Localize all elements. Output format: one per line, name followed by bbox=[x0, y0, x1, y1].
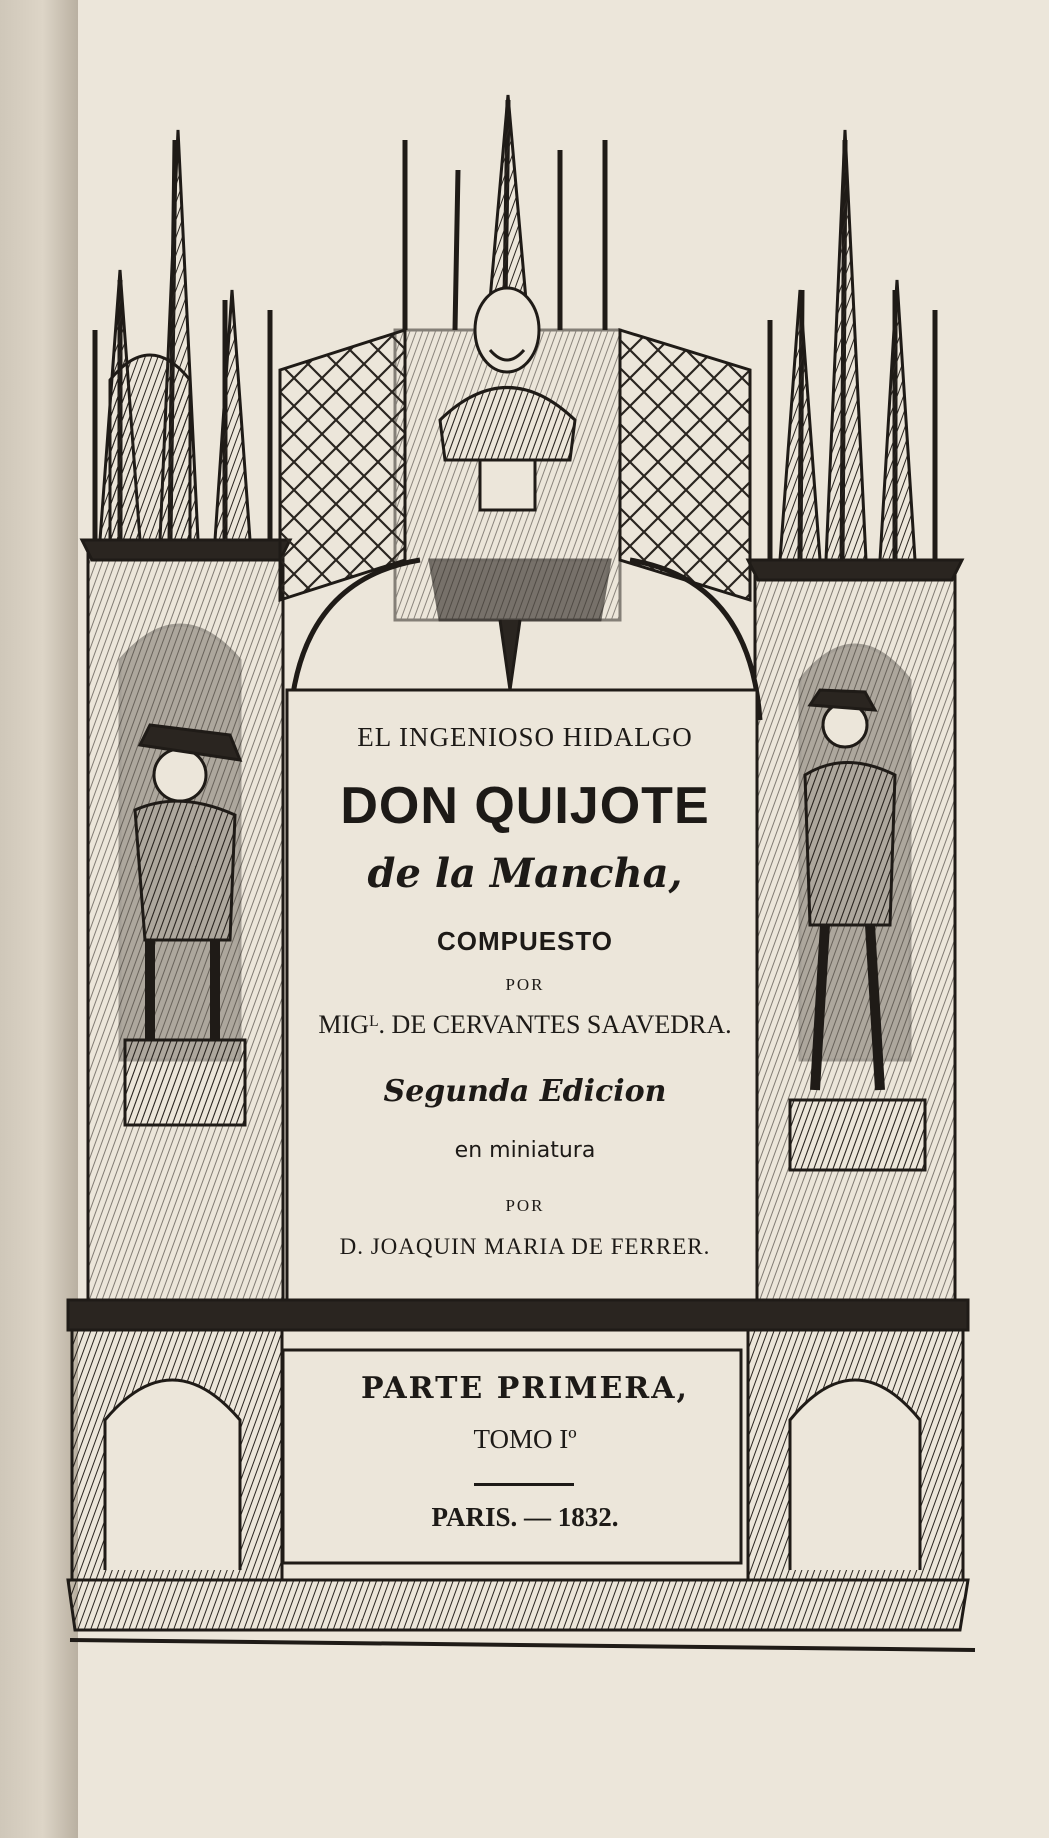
book-title: DON QUIJOTE bbox=[340, 777, 710, 835]
part-label: PARTE PRIMERA, bbox=[361, 1371, 689, 1406]
book-subtitle: de la Mancha, bbox=[367, 850, 683, 897]
volume-label: TOMO Iº bbox=[473, 1424, 577, 1454]
por-label-1: POR bbox=[505, 975, 545, 994]
author-name: MIGᴸ. DE CERVANTES SAAVEDRA. bbox=[318, 1010, 732, 1039]
pre-title: EL INGENIOSO HIDALGO bbox=[357, 722, 693, 752]
edition-label: Segunda Edicion bbox=[383, 1074, 667, 1109]
por-label-2: POR bbox=[505, 1196, 545, 1215]
composed-label: COMPUESTO bbox=[436, 926, 614, 956]
divider-rule bbox=[474, 1483, 574, 1486]
imprint: PARIS. — 1832. bbox=[431, 1502, 619, 1532]
editor-name: D. JOAQUIN MARIA DE FERRER. bbox=[339, 1234, 711, 1259]
miniature-label: en miniatura bbox=[454, 1138, 596, 1163]
